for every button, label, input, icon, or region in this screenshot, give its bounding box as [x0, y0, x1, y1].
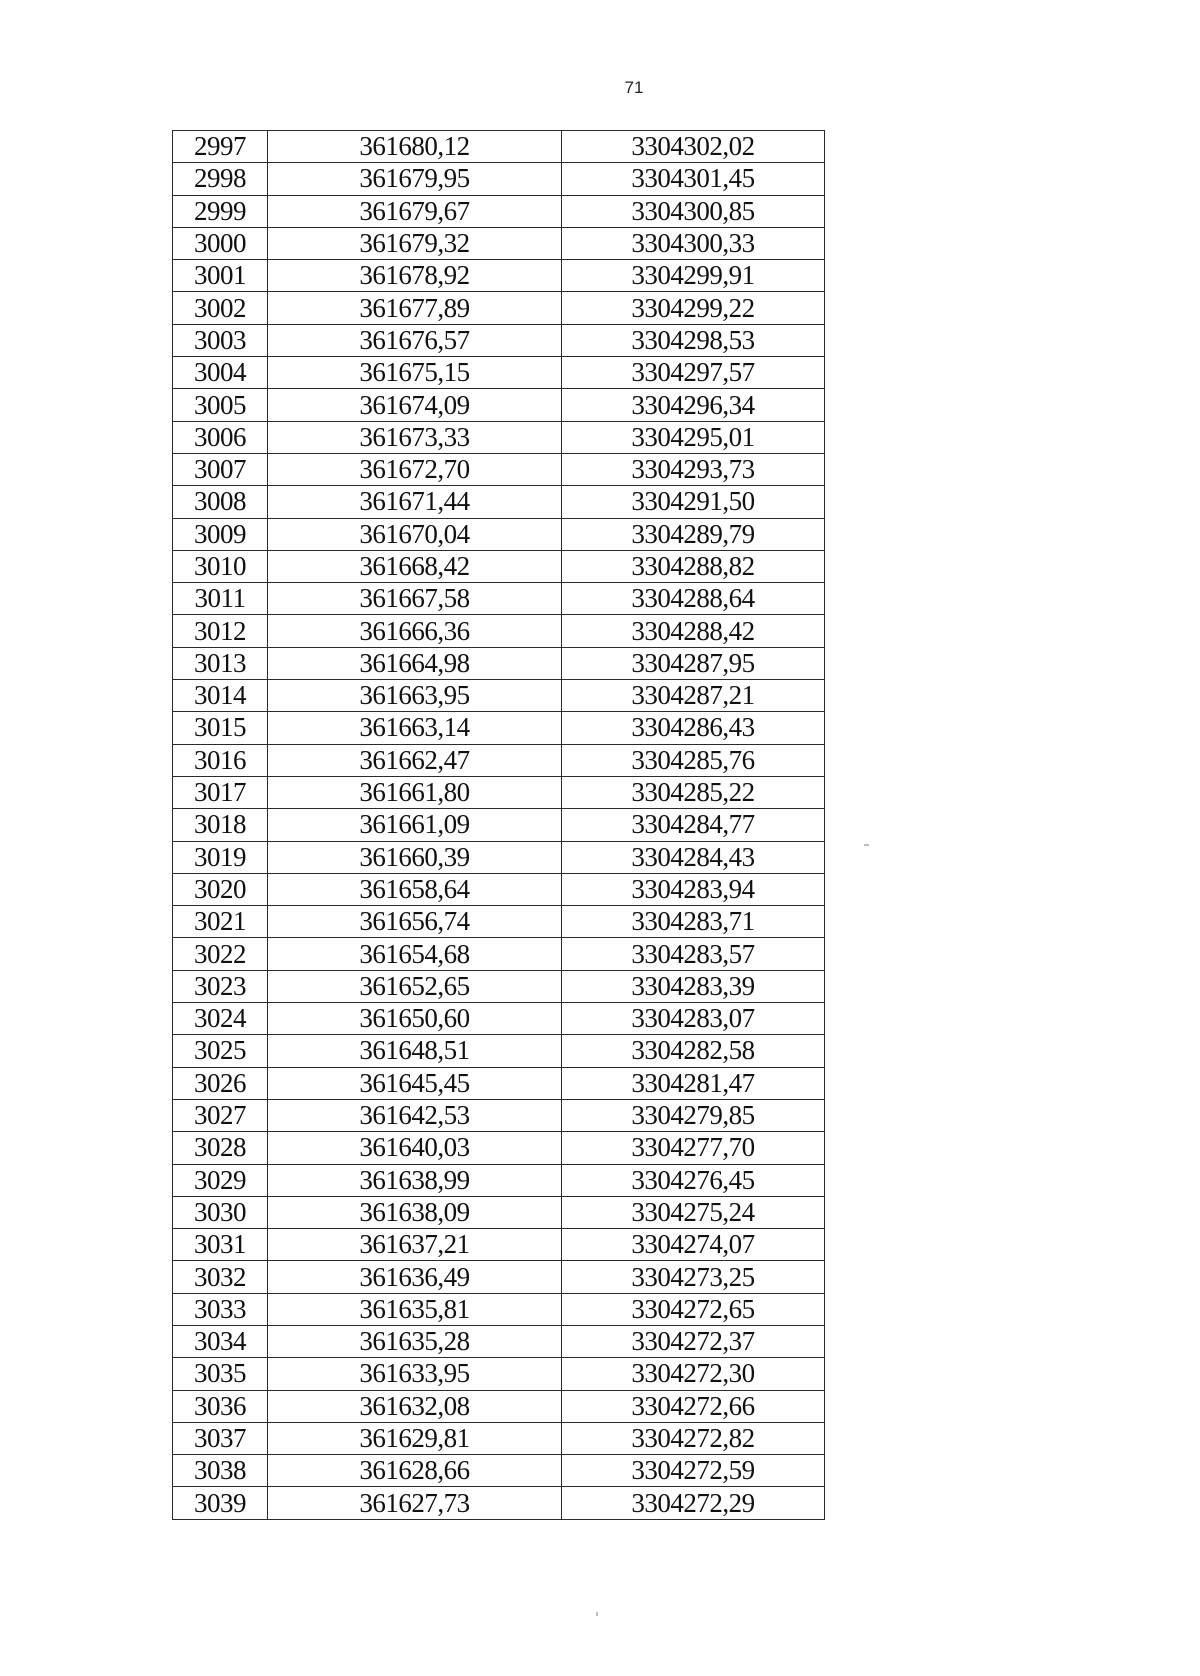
point-number-cell: 3038	[173, 1455, 268, 1487]
x-coordinate-cell: 361648,51	[268, 1035, 562, 1067]
table-row	[173, 163, 825, 195]
x-coordinate-cell: 361680,12	[268, 131, 562, 163]
point-number-cell: 3021	[173, 906, 268, 938]
x-coordinate-cell: 361650,60	[268, 1003, 562, 1035]
table-row	[173, 260, 825, 292]
y-coordinate-cell: 3304272,66	[562, 1390, 825, 1422]
y-coordinate-cell: 3304276,45	[562, 1164, 825, 1196]
x-coordinate-cell: 361668,42	[268, 550, 562, 582]
table-row	[173, 421, 825, 453]
point-number-cell: 3009	[173, 518, 268, 550]
table-row	[173, 486, 825, 518]
point-number-cell: 3011	[173, 583, 268, 615]
x-coordinate-cell: 361654,68	[268, 938, 562, 970]
table-row	[173, 1487, 825, 1519]
table-row	[173, 518, 825, 550]
y-coordinate-cell: 3304272,29	[562, 1487, 825, 1519]
x-coordinate-cell: 361652,65	[268, 970, 562, 1002]
x-coordinate-cell: 361673,33	[268, 421, 562, 453]
x-coordinate-cell: 361637,21	[268, 1229, 562, 1261]
table-row	[173, 227, 825, 259]
point-number-cell: 3002	[173, 292, 268, 324]
x-coordinate-cell: 361664,98	[268, 647, 562, 679]
table-row	[173, 712, 825, 744]
point-number-cell: 3003	[173, 324, 268, 356]
x-coordinate-cell: 361638,09	[268, 1196, 562, 1228]
table-row	[173, 615, 825, 647]
point-number-cell: 3000	[173, 227, 268, 259]
y-coordinate-cell: 3304274,07	[562, 1229, 825, 1261]
point-number-cell: 3020	[173, 873, 268, 905]
table-row	[173, 776, 825, 808]
y-coordinate-cell: 3304286,43	[562, 712, 825, 744]
coordinates-table-body	[173, 131, 825, 1520]
point-number-cell: 3006	[173, 421, 268, 453]
y-coordinate-cell: 3304298,53	[562, 324, 825, 356]
table-row	[173, 1390, 825, 1422]
y-coordinate-cell: 3304272,82	[562, 1422, 825, 1454]
y-coordinate-cell: 3304279,85	[562, 1099, 825, 1131]
y-coordinate-cell: 3304285,22	[562, 776, 825, 808]
point-number-cell: 3037	[173, 1422, 268, 1454]
table-row	[173, 1164, 825, 1196]
table-row	[173, 1003, 825, 1035]
point-number-cell: 3039	[173, 1487, 268, 1519]
point-number-cell: 3001	[173, 260, 268, 292]
point-number-cell: 3017	[173, 776, 268, 808]
table-row	[173, 453, 825, 485]
table-row	[173, 131, 825, 163]
point-number-cell: 3026	[173, 1067, 268, 1099]
y-coordinate-cell: 3304285,76	[562, 744, 825, 776]
table-row	[173, 1358, 825, 1390]
point-number-cell: 3013	[173, 647, 268, 679]
point-number-cell: 3032	[173, 1261, 268, 1293]
point-number-cell: 3012	[173, 615, 268, 647]
table-row	[173, 1035, 825, 1067]
page-number: 71	[624, 78, 644, 97]
x-coordinate-cell: 361638,99	[268, 1164, 562, 1196]
table-row	[173, 550, 825, 582]
y-coordinate-cell: 3304289,79	[562, 518, 825, 550]
table-row	[173, 357, 825, 389]
point-number-cell: 3008	[173, 486, 268, 518]
y-coordinate-cell: 3304295,01	[562, 421, 825, 453]
coordinates-table	[172, 130, 825, 1520]
point-number-cell: 3031	[173, 1229, 268, 1261]
table-row	[173, 1132, 825, 1164]
point-number-cell: 3019	[173, 841, 268, 873]
point-number-cell: 3029	[173, 1164, 268, 1196]
point-number-cell: 3016	[173, 744, 268, 776]
point-number-cell: 3010	[173, 550, 268, 582]
y-coordinate-cell: 3304301,45	[562, 163, 825, 195]
x-coordinate-cell: 361661,09	[268, 809, 562, 841]
table-row	[173, 680, 825, 712]
x-coordinate-cell: 361671,44	[268, 486, 562, 518]
y-coordinate-cell: 3304277,70	[562, 1132, 825, 1164]
point-number-cell: 3033	[173, 1293, 268, 1325]
y-coordinate-cell: 3304283,57	[562, 938, 825, 970]
scan-speck	[864, 844, 869, 846]
x-coordinate-cell: 361632,08	[268, 1390, 562, 1422]
x-coordinate-cell: 361642,53	[268, 1099, 562, 1131]
x-coordinate-cell: 361656,74	[268, 906, 562, 938]
x-coordinate-cell: 361636,49	[268, 1261, 562, 1293]
table-row	[173, 744, 825, 776]
y-coordinate-cell: 3304284,43	[562, 841, 825, 873]
point-number-cell: 2998	[173, 163, 268, 195]
x-coordinate-cell: 361658,64	[268, 873, 562, 905]
point-number-cell: 3015	[173, 712, 268, 744]
x-coordinate-cell: 361663,95	[268, 680, 562, 712]
table-row	[173, 389, 825, 421]
y-coordinate-cell: 3304297,57	[562, 357, 825, 389]
table-row	[173, 1325, 825, 1357]
x-coordinate-cell: 361663,14	[268, 712, 562, 744]
y-coordinate-cell: 3304272,59	[562, 1455, 825, 1487]
y-coordinate-cell: 3304283,07	[562, 1003, 825, 1035]
y-coordinate-cell: 3304283,71	[562, 906, 825, 938]
y-coordinate-cell: 3304288,82	[562, 550, 825, 582]
x-coordinate-cell: 361675,15	[268, 357, 562, 389]
y-coordinate-cell: 3304300,33	[562, 227, 825, 259]
point-number-cell: 2999	[173, 195, 268, 227]
table-row	[173, 647, 825, 679]
x-coordinate-cell: 361670,04	[268, 518, 562, 550]
x-coordinate-cell: 361679,95	[268, 163, 562, 195]
y-coordinate-cell: 3304302,02	[562, 131, 825, 163]
table-row	[173, 1261, 825, 1293]
x-coordinate-cell: 361662,47	[268, 744, 562, 776]
table-row	[173, 906, 825, 938]
y-coordinate-cell: 3304272,65	[562, 1293, 825, 1325]
y-coordinate-cell: 3304288,42	[562, 615, 825, 647]
point-number-cell: 3014	[173, 680, 268, 712]
point-number-cell: 3004	[173, 357, 268, 389]
y-coordinate-cell: 3304299,91	[562, 260, 825, 292]
x-coordinate-cell: 361635,81	[268, 1293, 562, 1325]
point-number-cell: 3023	[173, 970, 268, 1002]
y-coordinate-cell: 3304296,34	[562, 389, 825, 421]
table-row	[173, 1067, 825, 1099]
table-row	[173, 324, 825, 356]
y-coordinate-cell: 3304284,77	[562, 809, 825, 841]
point-number-cell: 3022	[173, 938, 268, 970]
x-coordinate-cell: 361660,39	[268, 841, 562, 873]
point-number-cell: 3025	[173, 1035, 268, 1067]
x-coordinate-cell: 361635,28	[268, 1325, 562, 1357]
x-coordinate-cell: 361661,80	[268, 776, 562, 808]
point-number-cell: 3024	[173, 1003, 268, 1035]
table-row	[173, 1099, 825, 1131]
point-number-cell: 2997	[173, 131, 268, 163]
x-coordinate-cell: 361676,57	[268, 324, 562, 356]
y-coordinate-cell: 3304281,47	[562, 1067, 825, 1099]
table-row	[173, 195, 825, 227]
point-number-cell: 3027	[173, 1099, 268, 1131]
point-number-cell: 3035	[173, 1358, 268, 1390]
x-coordinate-cell: 361679,67	[268, 195, 562, 227]
x-coordinate-cell: 361666,36	[268, 615, 562, 647]
y-coordinate-cell: 3304283,94	[562, 873, 825, 905]
point-number-cell: 3007	[173, 453, 268, 485]
x-coordinate-cell: 361645,45	[268, 1067, 562, 1099]
table-row	[173, 970, 825, 1002]
y-coordinate-cell: 3304272,37	[562, 1325, 825, 1357]
y-coordinate-cell: 3304275,24	[562, 1196, 825, 1228]
table-row	[173, 583, 825, 615]
x-coordinate-cell: 361672,70	[268, 453, 562, 485]
y-coordinate-cell: 3304283,39	[562, 970, 825, 1002]
point-number-cell: 3036	[173, 1390, 268, 1422]
table-row	[173, 1293, 825, 1325]
x-coordinate-cell: 361633,95	[268, 1358, 562, 1390]
point-number-cell: 3005	[173, 389, 268, 421]
point-number-cell: 3028	[173, 1132, 268, 1164]
y-coordinate-cell: 3304293,73	[562, 453, 825, 485]
y-coordinate-cell: 3304288,64	[562, 583, 825, 615]
scan-speck	[596, 1612, 598, 1616]
x-coordinate-cell: 361679,32	[268, 227, 562, 259]
table-row	[173, 1196, 825, 1228]
table-row	[173, 292, 825, 324]
table-row	[173, 1455, 825, 1487]
y-coordinate-cell: 3304299,22	[562, 292, 825, 324]
x-coordinate-cell: 361677,89	[268, 292, 562, 324]
x-coordinate-cell: 361640,03	[268, 1132, 562, 1164]
y-coordinate-cell: 3304300,85	[562, 195, 825, 227]
table-row	[173, 938, 825, 970]
point-number-cell: 3018	[173, 809, 268, 841]
table-row	[173, 1422, 825, 1454]
point-number-cell: 3034	[173, 1325, 268, 1357]
y-coordinate-cell: 3304287,95	[562, 647, 825, 679]
x-coordinate-cell: 361667,58	[268, 583, 562, 615]
x-coordinate-cell: 361674,09	[268, 389, 562, 421]
x-coordinate-cell: 361629,81	[268, 1422, 562, 1454]
table-row	[173, 873, 825, 905]
table-row	[173, 1229, 825, 1261]
table-row	[173, 809, 825, 841]
y-coordinate-cell: 3304287,21	[562, 680, 825, 712]
x-coordinate-cell: 361627,73	[268, 1487, 562, 1519]
x-coordinate-cell: 361678,92	[268, 260, 562, 292]
y-coordinate-cell: 3304291,50	[562, 486, 825, 518]
x-coordinate-cell: 361628,66	[268, 1455, 562, 1487]
y-coordinate-cell: 3304273,25	[562, 1261, 825, 1293]
table-row	[173, 841, 825, 873]
y-coordinate-cell: 3304272,30	[562, 1358, 825, 1390]
point-number-cell: 3030	[173, 1196, 268, 1228]
y-coordinate-cell: 3304282,58	[562, 1035, 825, 1067]
